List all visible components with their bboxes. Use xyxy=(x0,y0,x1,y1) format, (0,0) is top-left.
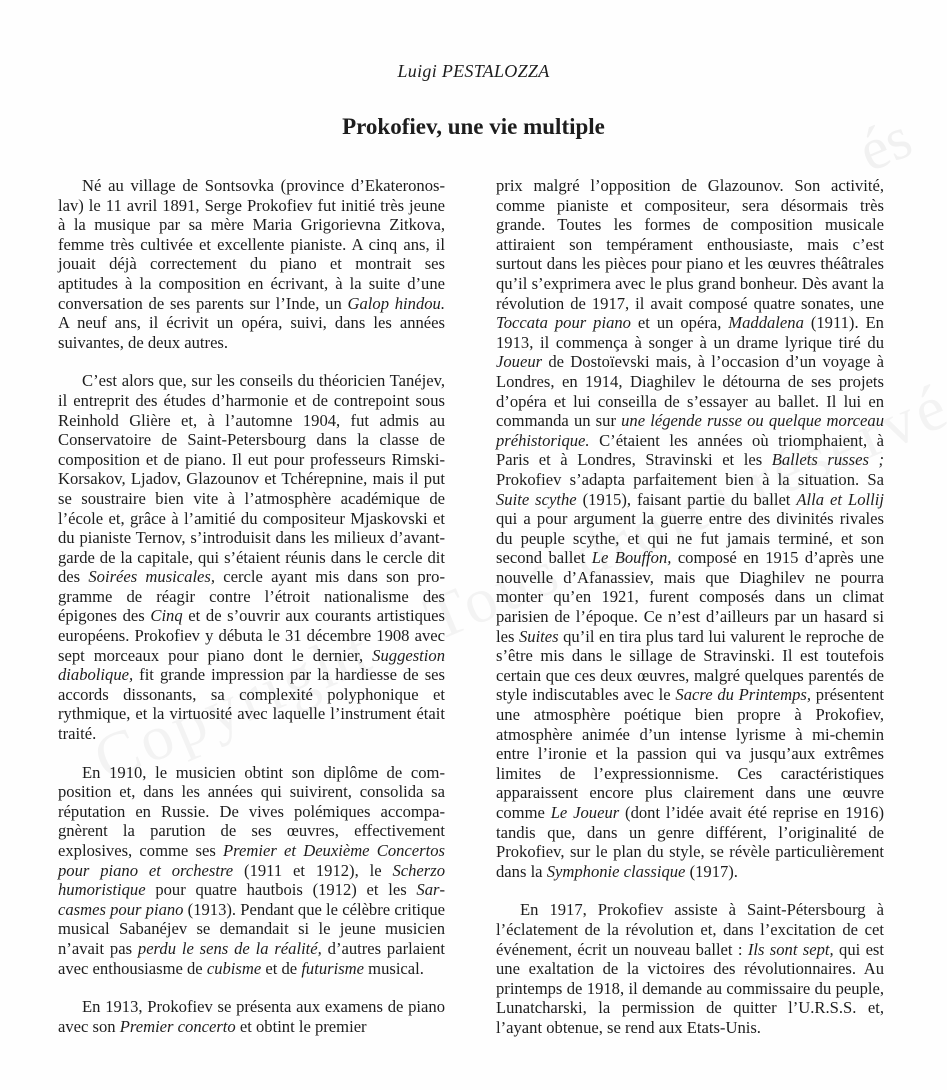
italic-title: Suite scythe xyxy=(496,489,577,509)
italic-title: futurisme xyxy=(301,958,365,978)
italic-title: Ballets russes ; xyxy=(771,450,884,470)
italic-title: Premier et Deuxième Concertos pour piano et orchestre xyxy=(58,841,445,880)
italic-title: Symphonie classique xyxy=(546,861,686,881)
paragraph: C’est alors que, sur les conseils du théoricien Tanéjev, il entreprit des études d’harmonie et de contrepoint sous Reinhold Glière et, à l’automne 1904, fut admis au Conservatoire de Saint-Petersbourg dans la classe de composition et de piano. Il eut pour professeurs Rimski-Korsakov, Ljadov, Glazounov et Tchérepnine, mais il put se soustraire bien vite à l’atmosphère académique de l’école et, grâce à l’amitié du compositeur Mjaskovski et du pianiste Ternov, s’introduisit dans les milieux d’avant-garde de la capitale, qui s’étaient réunis dans le cercle dit des Soirées musicales, cercle ayant mis dans son programme de réagir contre l’étroit nationalisme des épigones des Cinq et de s’ouvrir aux courants artistiques européens. Prokofiev y débuta le 31 décembre 1908 avec sept morceaux pour piano dont le dernier, Suggestion diabolique, fit grande impression par la hardiesse de ses accords dissonants, sa complexité polyphonique et rythmique, et la virtuosité avec laquelle l’instrument était traité. xyxy=(58,371,446,744)
paragraph: En 1910, le musicien obtint son diplôme de composition et, dans les années qui suivirent, consolida sa réputation en Russie. De vives polémiques accompagnèrent la parution de ses œuvres, effectivement explosives, comme ses Premier et Deuxième Concertos pour piano et orchestre (1911 et 1912), le Scherzo humoristique pour quatre hautbois (1912) et les Sarcasmes pour piano (1913). Pendant que le célèbre critique musical Sabanéjev se demandait si le jeune musicien n’avait pas perdu le sens de la réalité, d’autres parlaient avec enthousiasme de cubisme et de futurisme musical. xyxy=(58,762,445,978)
italic-title: Suggestion diabolique, xyxy=(58,645,445,685)
italic-title: Le Joueur xyxy=(550,803,620,822)
paragraph: prix malgré l’opposition de Glazounov. Son activité, comme pianiste et compositeur, sera désormais très grande. Toutes les formes de composition musicale attiraient son tempérament enthousiaste, mais c’est surtout dans les pièces pour piano et les œuvres théâtrales qu’il s’exprimera avec le plus grand bonheur. Dès avant la révolution de 1917, il avait composé quatre sonates, une Toccata pour piano et un opéra, Maddalena (1911). En 1913, il commença à songer à un drame lyrique tiré du Joueur de Dostoïevski mais, à l’occasion d’un voyage à Londres, en 1914, Diaghilev le détourna de ses projets d’opéra et lui conseilla de s’essayer au ballet. Il lui en commanda un sur une légende russe ou quelque morceau préhistorique. C’étaient les années où triomphaient, à Paris et à Londres, Stravinski et les Ballets russes ; Prokofiev s’adapta parfaitement bien à la situation. Sa Suite scythe (1915), faisant partie du ballet Alla et Lollij qui a pour argument la guerre entre des divinités rivales du peuple scythe, et qui ne fut jamais terminé, et son second ballet Le Bouffon, composé en 1915 d’après une nouvelle d’Afanassiev, mais que Diaghilev ne pourra monter qu’en 1921, furent composés dans un climat parisien de l’époque. Ce n’est d’ailleurs par un hasard si les Suites qu’il en tira plus tard lui valurent le reproche de s’être mis dans le sillage de Stravinski. Il est toutefois certain que ces deux œuvres, malgré quelques parentés de style indiscutables avec le Sacre du Printemps, présentent une atmosphère poétique bien propre à Prokofiev, atmosphère animée d’un intense lyrisme à mi-chemin entre l’ironie et la passion qui va jusqu’aux extrêmes limites de l’expressionnisme. Ces caractéristiques apparaissent encore plus clairement dans une œuvre comme Le Joueur (dont l’idée avait été reprise en 1916) tandis que, dans un genre différent, l’originalité de Prokofiev, sur le plan du style, se révèle particulièrement dans la Symphonie classique (1917). xyxy=(496,176,885,881)
italic-title: une légende russe ou quelque morceau préhistorique. xyxy=(496,411,884,450)
italic-title: Toccata pour piano xyxy=(496,313,631,333)
italic-title: Sarcasmes pour piano xyxy=(58,880,445,919)
italic-title: Joueur xyxy=(496,352,543,372)
italic-title: Galop hindou. xyxy=(347,293,445,313)
italic-title: Maddalena xyxy=(728,313,804,333)
left-column xyxy=(58,176,445,1055)
italic-title: cubisme xyxy=(206,958,262,978)
author-name: Luigi PESTALOZZA xyxy=(397,61,550,81)
italic-title: Scherzo humoristique xyxy=(58,860,445,900)
paragraph: En 1913, Prokofiev se présenta aux examens de piano avec son Premier concerto et obtint le premier xyxy=(58,997,445,1036)
right-column xyxy=(496,176,884,1057)
italic-title: Premier concerto xyxy=(119,1016,236,1036)
paragraph: Né au village de Sontsovka (province d’Ekateronoslav) le 11 avril 1891, Serge Prokofiev fut initié très jeune à la musique par sa mère Maria Grigorievna Zitkova, femme très cultivée et excellente pianiste. A cinq ans, il jouait déjà correctement du piano et montrait ses aptitudes à la composition en écrivant, à la suite d’une conversation de ses parents sur l’Inde, un Galop hindou. A neuf ans, il écrivit un opéra, suivi, dans les années suivantes, de deux autres. xyxy=(58,176,445,352)
italic-title: Alla et Lollij xyxy=(796,489,884,509)
italic-title: Soirées musicales, xyxy=(88,567,216,587)
italic-title: Sacre du Printemps, xyxy=(675,685,812,705)
italic-title: Le Bouffon, xyxy=(591,548,672,568)
italic-title: Suites xyxy=(518,626,559,646)
italic-title: Ils sont sept, xyxy=(747,939,834,959)
italic-title: Cinq xyxy=(150,606,183,626)
italic-title: perdu le sens de la réalité, xyxy=(137,938,322,958)
page-title: Prokofiev, une vie multiple xyxy=(342,114,605,139)
paragraph: En 1917, Prokofiev assiste à Saint-Pétersbourg à l’éclatement de la révolution et, dans l’excitation de cet événement, écrit un nouveau ballet : Ils sont sept, qui est une exaltation de la victoires des révolutionnaires. Au printemps de 1918, il demande au commissaire du peuple, Lunatcharski, la permission de quitter l’U.R.S.S. et, l’ayant obtenue, se rend aux Etats-Unis. xyxy=(496,900,884,1037)
watermark-fragment: és xyxy=(848,103,921,185)
